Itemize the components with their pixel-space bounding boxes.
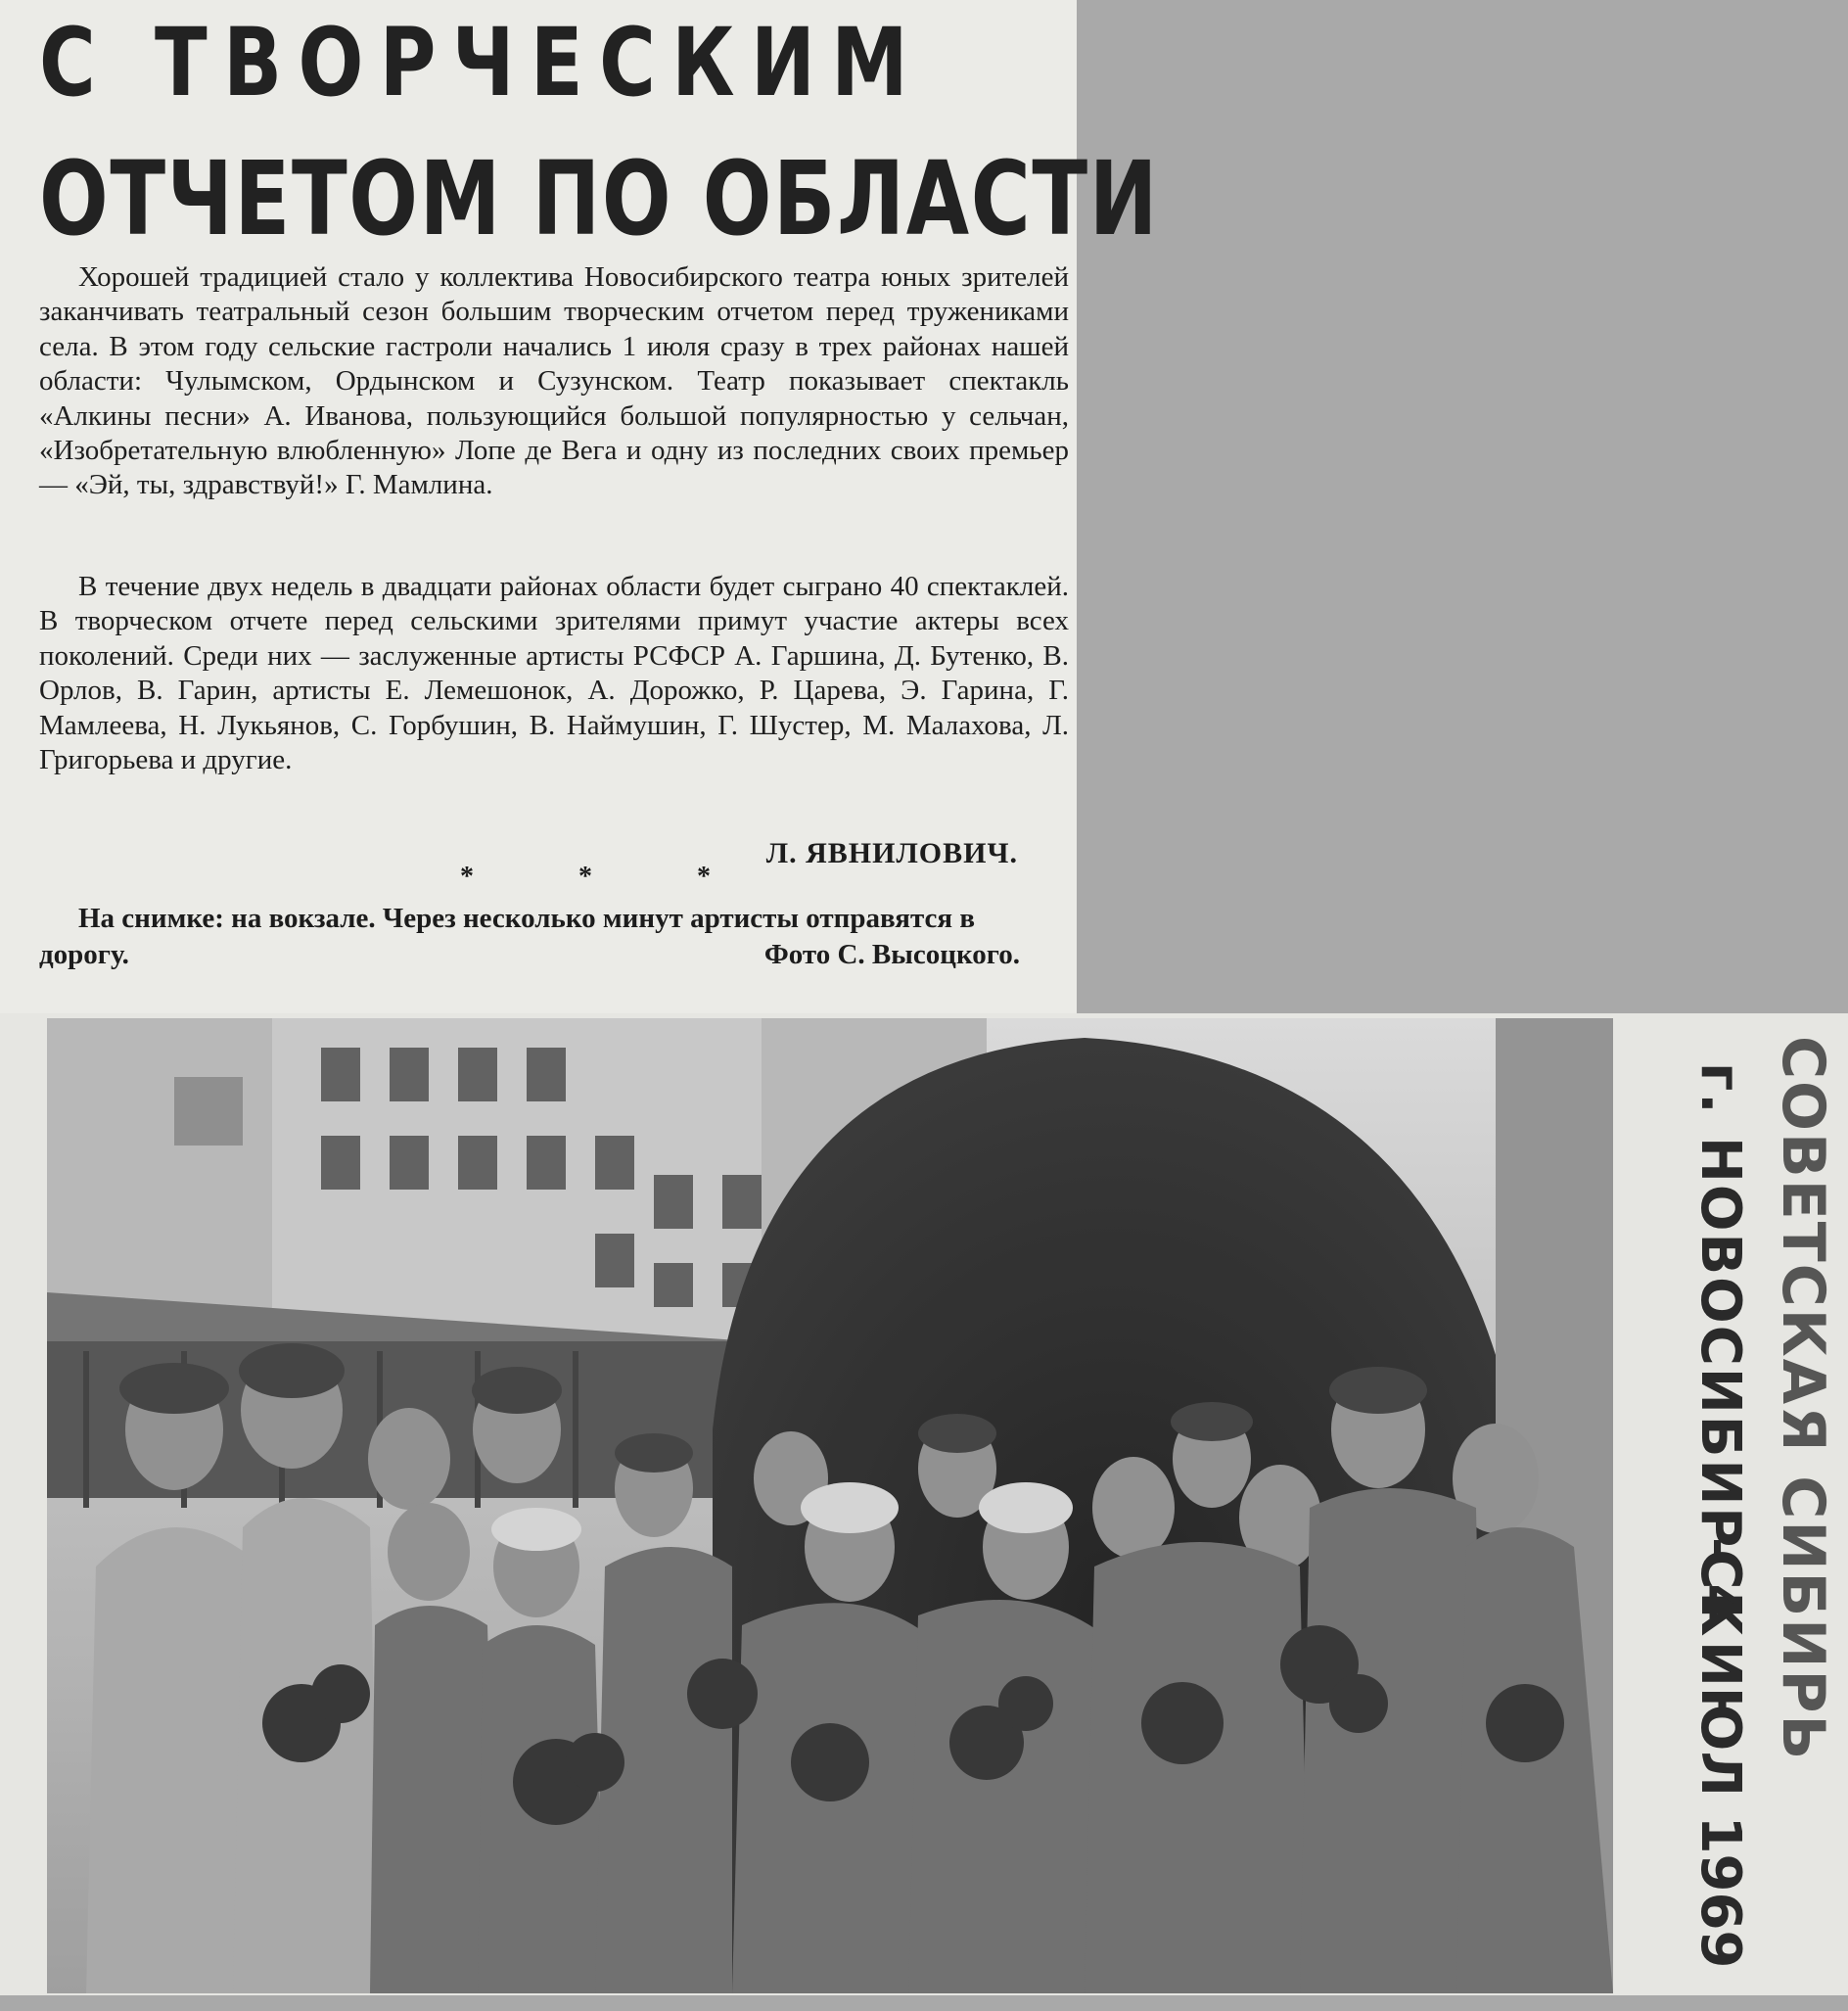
section-separator: * * * xyxy=(460,862,760,892)
author-byline: Л. ЯВНИЛОВИЧ. xyxy=(765,837,1018,869)
photo-credit: Фото С. Высоцкого. xyxy=(763,939,1020,970)
headline-line-1: С ТВОРЧЕСКИМ xyxy=(39,8,925,117)
station-group-photo xyxy=(47,1018,1613,1993)
article-paragraph-2 xyxy=(39,570,1069,777)
paragraph-text: Хорошей традицией стало у коллектива Новосибирского театра юных зрителей заканчивать театральный сезон большим творческим отчетом перед тружениками села. В этом году сельские гастроли начались 1 июля сразу в трех районах нашей области: Чулымском, Ордынском и Сузунском. Театр показывает спектакль «Алкины песни» А. Иванова, пользующийся большой популярностью у сельчан, «Изобретательную влюбленную» Лопе де Вега и одну из последних своих премьер — «Эй, ты, здравствуй!» Г. Мамлина. xyxy=(39,261,1069,501)
photo-caption xyxy=(39,901,1067,973)
headline-line-2: ОТЧЕТОМ ПО ОБЛАСТИ xyxy=(39,139,1159,258)
paragraph-text: В течение двух недель в двадцати районах области будет сыграно 40 спектаклей. В творческом отчете перед сельскими зрителями примут участие актеры всех поколений. Среди них — заслуженные артисты РСФСР А. Гаршина, Д. Бутенко, В. Орлов, В. Гарин, артисты Е. Лемешонок, А. Дорожко, Р. Царева, Э. Гарина, Г. Мамлеева, Н. Лукьянов, С. Горбушин, В. Наймушин, Г. Шустер, М. Малахова, Л. Григорьева и другие. xyxy=(39,571,1069,776)
stamp-newspaper-name: СОВЕТСКАЯ СИБИРЬ xyxy=(1769,1036,1837,1762)
date-stamp xyxy=(1620,1018,1845,1993)
stamp-date: – 4 ИЮЛ 1969 xyxy=(1688,1537,1752,1969)
caption-text: На снимке: на вокзале. Через несколько минут артисты отправятся в дорогу. xyxy=(39,903,976,970)
article-clipping xyxy=(0,0,1159,1013)
stamp-city: г. НОВОСИБИРСК xyxy=(1688,1062,1752,1639)
article-paragraph-1 xyxy=(39,260,1069,503)
photo-illustration xyxy=(47,1018,1613,1993)
